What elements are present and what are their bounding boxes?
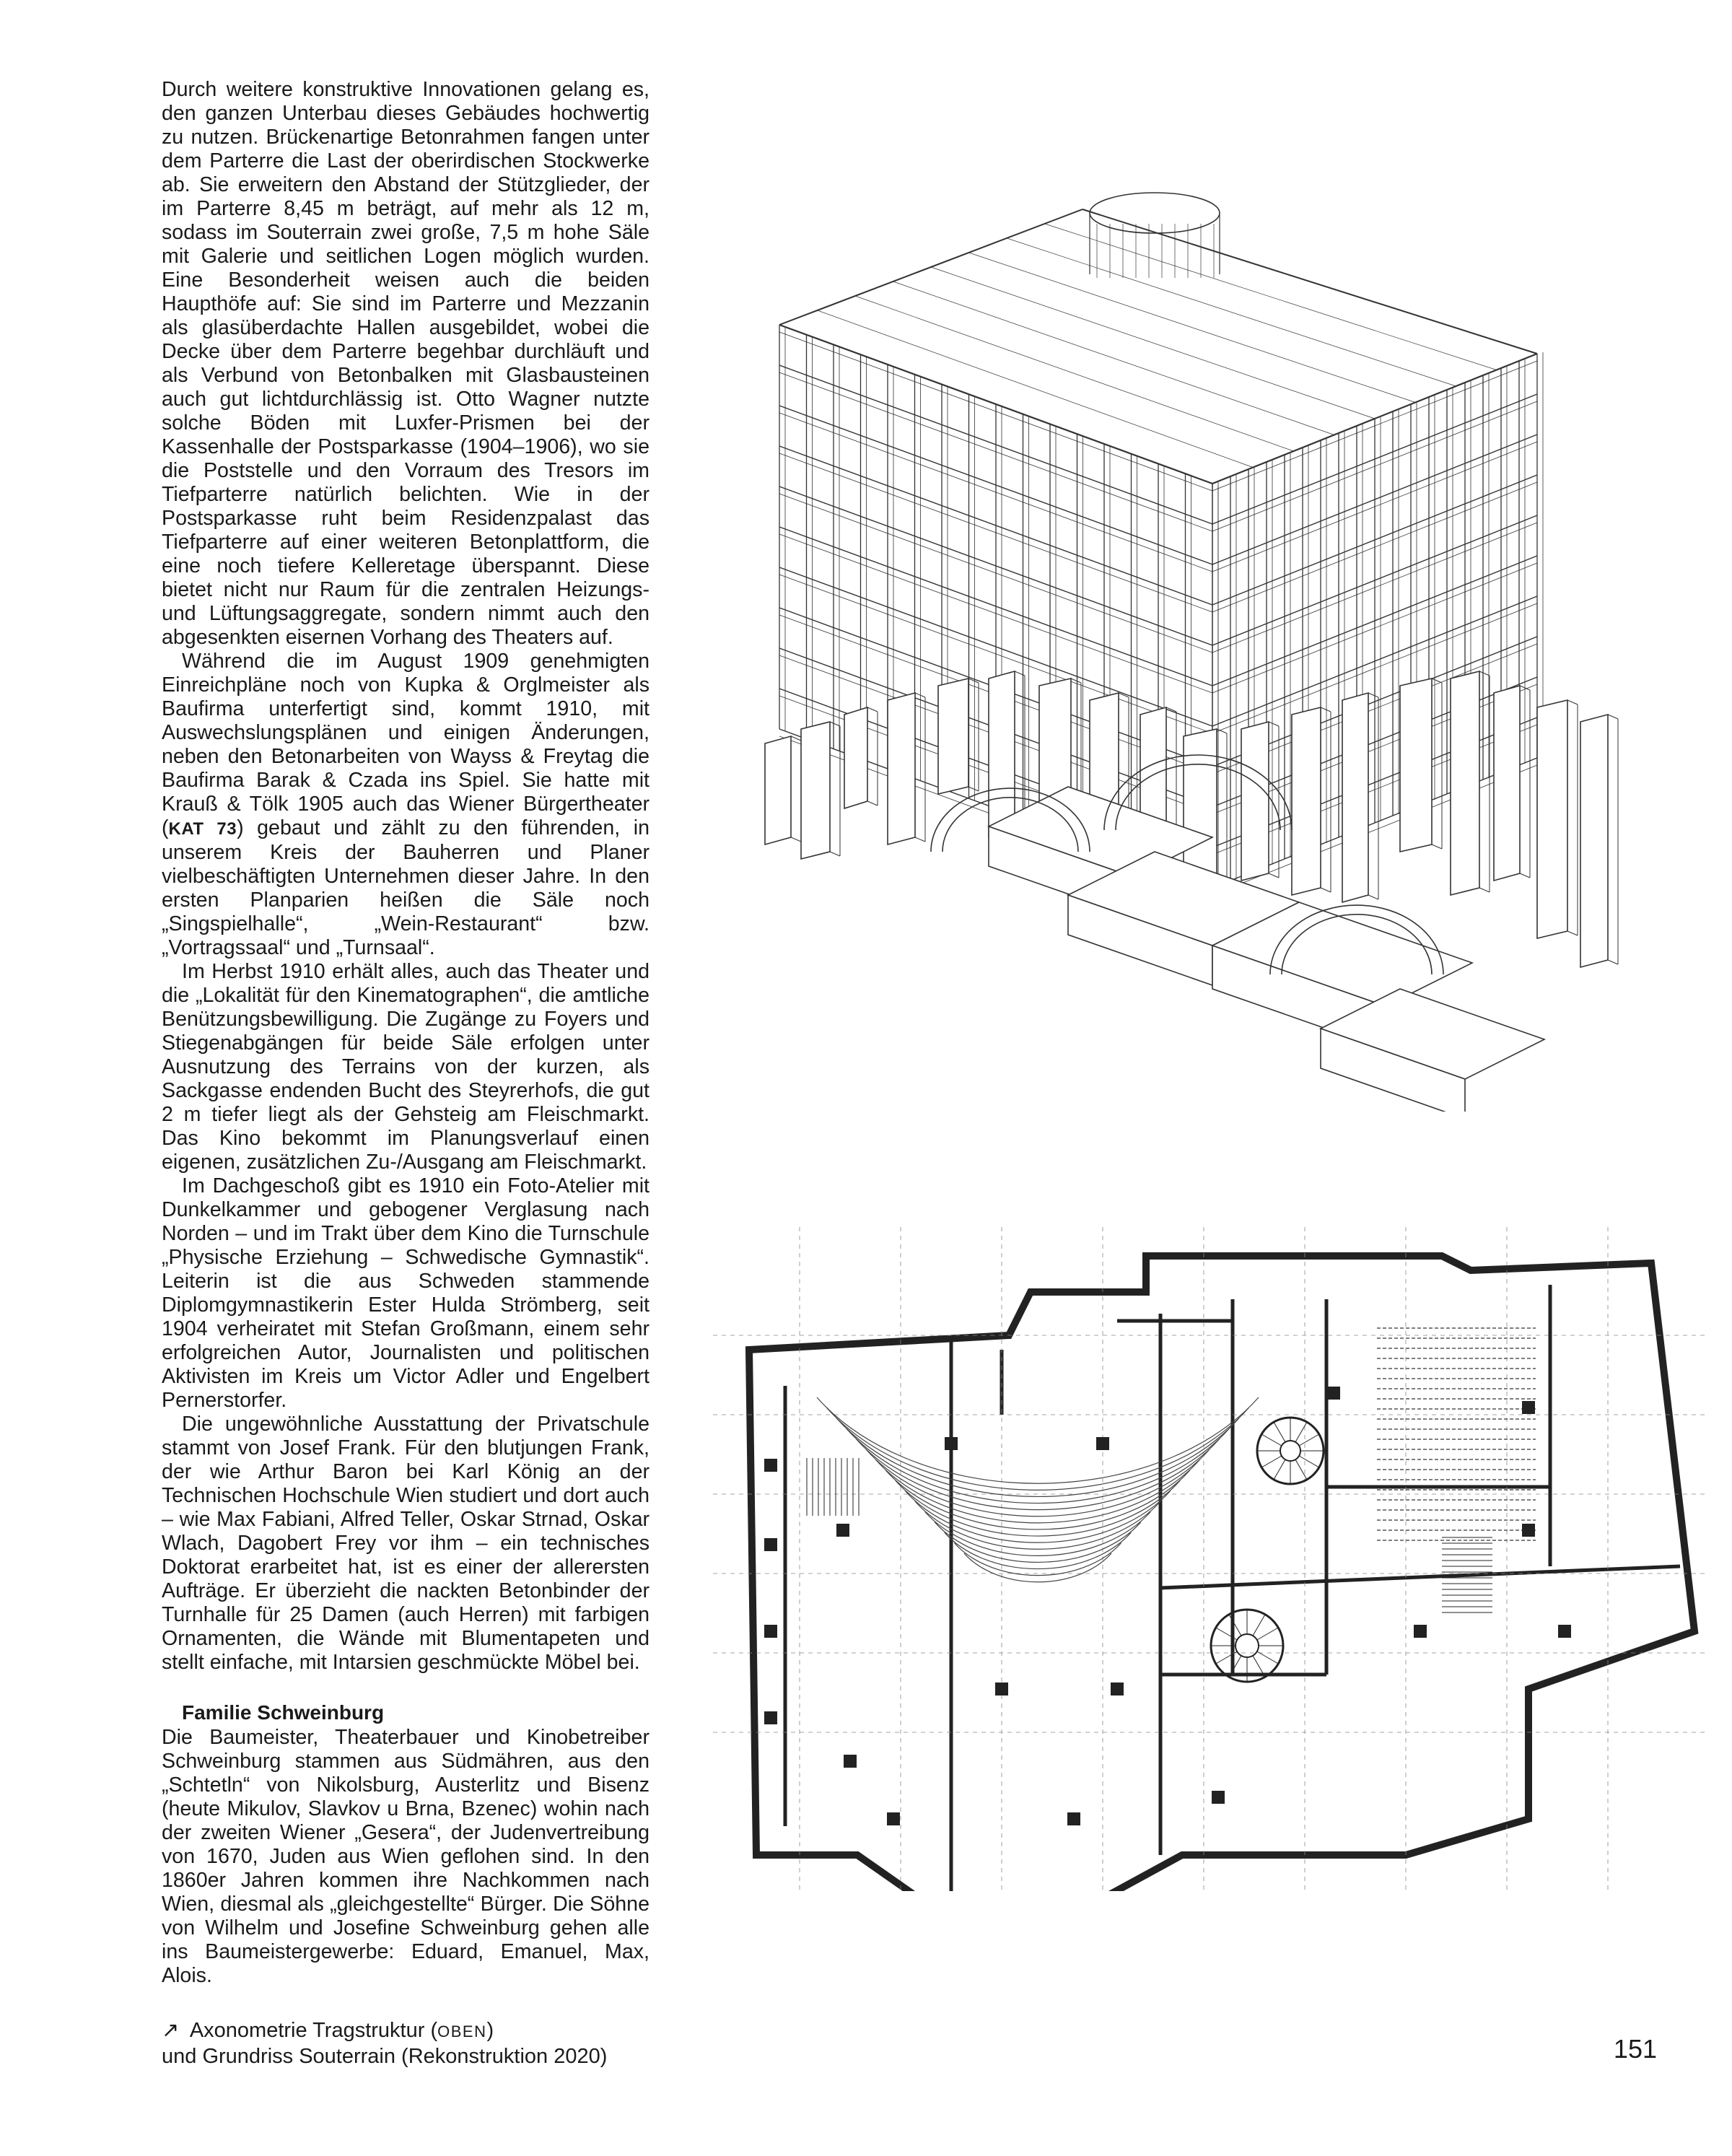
paragraph-3: Im Herbst 1910 erhält alles, auch das Theater und die „Lokalität für den Kinematographen“, die amtliche Benützungsbewilligung. Die Zugänge zu Foyers und Stiegenabgängen für beide Säle erfolgen unter Ausnutzung des Terrains von der kurzen, als Sackgasse endenden Bucht des Steyrerhofs, die gut 2 m tiefer liegt als der Gehsteig am Fleischmarkt. Das Kino bekommt im Planungsverlauf einen eigenen, zusätzlichen Zu-/Ausgang am Fleischmarkt. <box>162 960 650 1174</box>
figure-caption <box>162 2018 811 2069</box>
page-number: 151 <box>1613 2034 1657 2064</box>
arrow-icon: ↗ <box>162 2019 180 2042</box>
paragraph-6: Die Baumeister, Theaterbauer und Kinobetreiber Schweinburg stammen aus Südmähren, aus den „Schtetln“ von Nikolsburg, Austerlitz und Bisenz (heute Mikulov, Slavkov u Brna, Bzenec) wohin nach der zweiten Wiener „Gesera“, der Judenvertreibung von 1670, Juden aus Wien geflohen sind. In den 1860er Jahren kommen ihre Nachkommen nach Wien, diesmal als „gleichgestellte“ Bürger. Die Söhne von Wilhelm und Josefine Schweinburg gehen alle ins Baumeistergewerbe: Eduard, Emanuel, Max, Alois. <box>162 1726 650 1987</box>
axonometric-drawing <box>751 180 1645 1112</box>
paragraph-1: Durch weitere konstruktive Innovationen gelang es, den ganzen Unterbau dieses Gebäudes hochwertig zu nutzen. Brückenartige Betonrahmen fangen unter dem Parterre die Last der oberirdischen Stockwerke ab. Sie erweitern den Abstand der Stützglieder, der im Parterre 8,45 m beträgt, auf mehr als 12 m, sodass im Souterrain zwei große, 7,5 m hohe Säle mit Galerie und seitlichen Logen möglich wurden. Eine Besonderheit weisen auch die beiden Haupthöfe auf: Sie sind im Parterre und Mezzanin als glasüberdachte Hallen ausgebildet, wobei die Decke über dem Parterre begehbar durchläuft und als Verbund von Betonbalken mit Glasbausteinen auch gut lichtdurchlässig ist. Otto Wagner nutzte solche Böden mit Luxfer-Prismen bei der Kassenhalle der Postsparkasse (1904–1906), wo sie die Poststelle und den Vorraum des Tresors im Tiefparterre natürlich belichten. Wie in der Postsparkasse ruht beim Residenzpalast das Tiefparterre auf einer weiteren Betonplattform, die eine noch tiefere Kelleretage überspannt. Diese bietet nicht nur Raum für die zentralen Heizungs- und Lüftungsaggregate, sondern nimmt auch den abgesenkten eisernen Vorhang des Theaters auf. <box>162 78 650 649</box>
floor-plan-drawing <box>713 1227 1709 1891</box>
paragraph-2: Während die im August 1909 genehmigten Einreichpläne noch von Kupka & Orglmeister als Baufirma unterfertigt sind, kommt 1910, mit Auswechslungsplänen und einigen Änderungen, neben den Betonarbeiten von Wayss & Freytag die Baufirma Barak & Czada ins Spiel. Sie hatte mit Krauß & Tölk 1905 auch das Wiener Bürgertheater (KAT 73) gebaut und zählt zu den führenden, in unserem Kreis der Bauherren und Planer vielbeschäftigten Unternehmen dieser Jahre. In den ersten Planparien heißen die Säle noch „Singspielhalle“, „Wein-Restaurant“ bzw. „Vortragssaal“ und „Turnsaal“. <box>162 650 650 959</box>
plan-linework <box>713 1227 1709 1891</box>
body-text-column <box>162 78 650 1988</box>
paragraph-4: Im Dachgeschoß gibt es 1910 ein Foto-Atelier mit Dunkelkammer und gebogener Verglasung nach Norden – und im Trakt über dem Kino die Turnschule „Physische Erziehung – Schwedische Gymnastik“. Leiterin ist die aus Schweden stammende Diplomgymnastikerin Ester Hulda Strömberg, seit 1904 verheiratet mit Stefan Großmann, einem sehr erfolgreichen Autor, Journalisten und politischen Aktivisten im Kreis um Victor Adler und Engelbert Pernerstorfer. <box>162 1174 650 1412</box>
caption-line-2: und Grundriss Souterrain (Rekonstruktion 2020) <box>162 2045 608 2068</box>
axo-linework <box>765 193 1618 1112</box>
section-heading: Familie Schweinburg <box>182 1701 385 1724</box>
paragraph-5: Die ungewöhnliche Ausstattung der Privatschule stammt von Josef Frank. Für den blutjungen Frank, der wie Arthur Baron bei Karl König an der Technischen Hochschule Wien studiert und dort auch – wie Max Fabiani, Alfred Teller, Oskar Strnad, Oskar Wlach, Dagobert Frey vor ihm – ein technisches Doktorat erarbeitet hat, ist es einer der allerersten Aufträge. Er überzieht die nackten Betonbinder der Turnhalle für 25 Damen (auch Herren) mit farbigen Ornamenten, die Wände mit Blumentapeten und stellt einfache, mit Intarsien geschmückte Möbel bei. <box>162 1413 650 1674</box>
caption-line-1: ↗ Axonometrie Tragstruktur (OBEN) <box>162 2019 494 2042</box>
catalog-reference[interactable]: KAT 73 <box>168 819 237 839</box>
